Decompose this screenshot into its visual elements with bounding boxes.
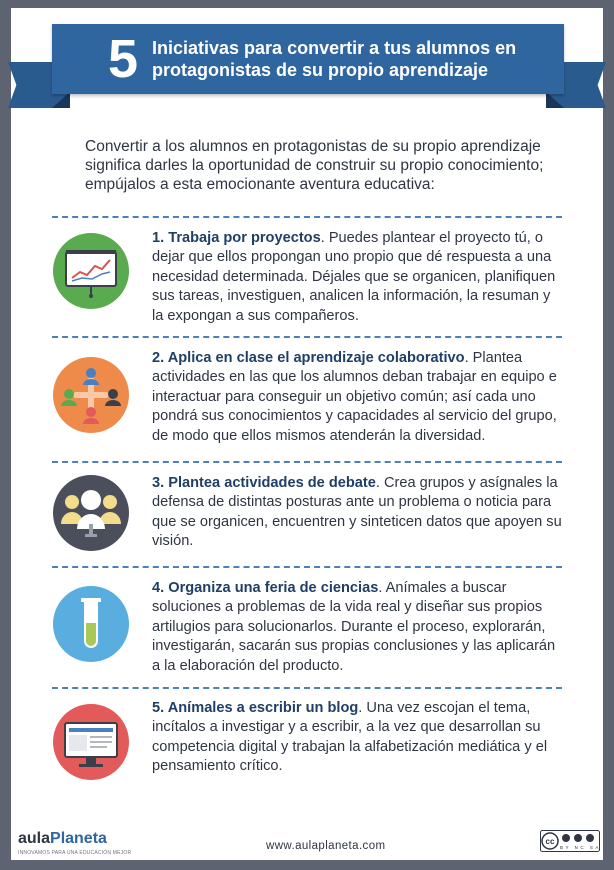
presentation-chart-icon [52, 232, 130, 310]
title-ribbon [52, 24, 564, 94]
item-number: 1 [152, 230, 161, 246]
item-description: . Anímales a buscar soluciones a problemas de la vida real y diseñar sus propios artilugios para solucionarlos. Durante el proceso, explorarán, investigarán, sacarán sus propias conclusiones y las aplicarán a la elaboración del producto. [152, 580, 556, 674]
initiative-item-5: 5. Anímales a escribir un blog. Una vez escojan el tema, incítalos a investigar y a escribir, a la vez que desarrollan su competencia digital y trabajan la alfabetización mediática y el pensamiento crítico. [152, 700, 548, 775]
initiative-item-4: 4. Organiza una feria de ciencias. Anímales a buscar soluciones a problemas de la vida real y diseñar sus propios artilugios para solucionarlos. Durante el proceso, explorarán, investigarán, sacarán sus propias conclusiones y las aplicarán a la elaboración del producto. [152, 580, 556, 674]
item-title: Anímales a escribir un blog [167, 700, 359, 716]
item-description: . Puedes plantear el proyecto tú, o dejar que ellos propongan uno propio que dé respuesta a una necesidad determinada. Déjales que se organicen, planifiquen sus tareas, investiguen, analicen la información, la resuman y la expongan a sus compañeros. [152, 230, 556, 324]
item-description: . Crea grupos y asígnales la defensa de distintas posturas ante un problema o noticia para que se organicen, encuentren y sinteticen datos que apoyen su visión. [152, 475, 562, 550]
monitor-blog-icon [52, 703, 130, 781]
item-number: 3 [152, 475, 161, 491]
svg-text:cc: cc [545, 837, 555, 846]
initiative-item-3: 3. Plantea actividades de debate. Crea grupos y asígnales la defensa de distintas posturas ante un problema o noticia para que se organicen, encuentren y sinteticen datos que apoyen su visión. [152, 475, 562, 550]
initiative-item-1: 1. Trabaja por proyectos. Puedes plantear el proyecto tú, o dejar que ellos propongan uno propio que dé respuesta a una necesidad determinada. Déjales que se organicen, planifiquen sus tareas, investiguen, analicen la información, la resuman y la expongan a sus compañeros. [152, 230, 556, 324]
item-number: 5 [152, 700, 161, 716]
aulaplaneta-logo [18, 830, 107, 848]
item-description: . Plantea actividades en las que los alumnos deban trabajar en equipo e interactuar para conseguir un objetivo común; así cada uno pondrá sus conocimientos y capacidades al servicio del grupo, de modo que ellos mismos atenderán la diversidad. [152, 350, 557, 444]
item-description: . Una vez escojan el tema, incítalos a investigar y a escribir, a la vez que desarrollan su competencia digital y trabajan la alfabetización mediática y el pensamiento crítico. [152, 700, 548, 775]
intro-paragraph: Convertir a los alumnos en protagonistas de su propio aprendizaje significa darles la oportunidad de construir su propio conocimiento; empújalos a esta emocionante aventura educativa: [85, 138, 544, 193]
dashed-separator [52, 216, 562, 218]
logo-prefix: aula [18, 830, 51, 847]
team-collaboration-icon [52, 356, 130, 434]
debate-people-icon [52, 474, 130, 552]
dashed-separator [52, 566, 562, 568]
logo-tagline: INNOVAMOS PARA UNA EDUCACIÓN MEJOR [18, 850, 132, 856]
item-number: 4 [152, 580, 161, 596]
license-label: BY NC SA [560, 845, 601, 850]
item-title: Plantea actividades de debate [168, 475, 376, 491]
dashed-separator [52, 461, 562, 463]
logo-brand: Planeta [50, 830, 107, 847]
dashed-separator [52, 687, 562, 689]
initiative-item-2: 2. Aplica en clase el aprendizaje colaborativo. Plantea actividades en las que los alumnos deban trabajar en equipo e interactuar para conseguir un objetivo común; así cada uno pondrá sus conocimientos y capacidades al servicio del grupo, de modo que ellos mismos atenderán la diversidad. [152, 350, 557, 444]
item-title: Aplica en clase el aprendizaje colaborativo [167, 350, 465, 366]
title-number: 5 [108, 29, 139, 89]
item-number: 2 [152, 350, 161, 366]
item-title: Organiza una feria de ciencias [168, 580, 379, 596]
dashed-separator [52, 336, 562, 338]
test-tube-icon [52, 585, 130, 663]
item-title: Trabaja por proyectos [168, 230, 321, 246]
website-link[interactable]: www.aulaplaneta.com [266, 840, 386, 852]
page-title: Iniciativas para convertir a tus alumnos en protagonistas de su propio aprendizaje [152, 38, 517, 80]
